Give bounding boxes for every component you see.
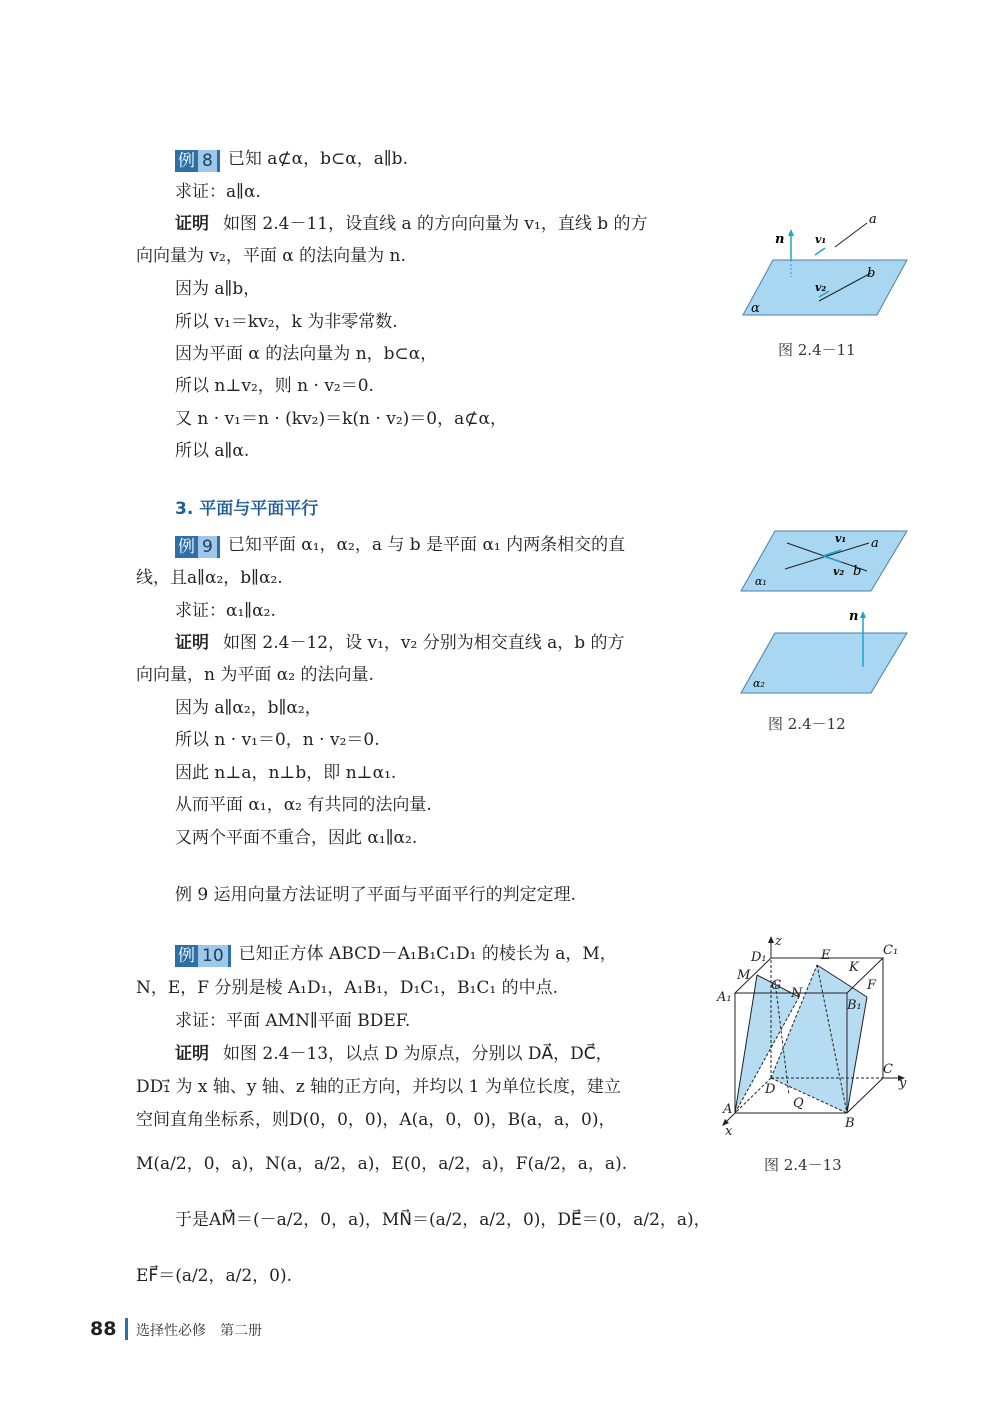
fig12-v2-label: v₂: [833, 565, 845, 578]
ex8-statement: 例 8 已知 a⊄α，b⊂α，a∥b.: [175, 147, 408, 172]
fig12-n-label: n: [849, 609, 859, 624]
ex9-proof-line-2: 向向量，n 为平面 α₂ 的法向量.: [136, 665, 374, 685]
fig13-Q-label: Q: [793, 1096, 804, 1111]
fig13-B1-label: B₁: [847, 998, 862, 1013]
fig11-v1-label: v₁: [815, 233, 827, 246]
ex8-proof-line-5: 因为平面 α 的法向量为 n，b⊂α，: [175, 344, 438, 364]
ex9-proof-line-1: 证明 如图 2.4－12，设 v₁，v₂ 分别为相交直线 a，b 的方: [175, 633, 625, 653]
fig12-v1-label: v₁: [835, 532, 847, 545]
ex10-prove: 求证：平面 AMN∥平面 BDEF.: [175, 1011, 411, 1031]
section-title: 3. 平面与平面平行: [175, 499, 319, 519]
fig13-M-label: M: [737, 968, 751, 983]
ex8-proof-line-1: 证明 如图 2.4－11，设直线 a 的方向向量为 v₁，直线 b 的方: [175, 214, 648, 234]
fig12-alpha2-label: α₂: [753, 677, 765, 690]
ex9-proof-line-3: 因为 a∥α₂，b∥α₂，: [175, 698, 322, 718]
book-title: 选择性必修 第二册: [136, 1323, 262, 1339]
figure-2-4-13: [715, 935, 910, 1140]
example-tag: 例 8: [175, 150, 220, 172]
ex10-proof-line-6: EF⃗＝(a/2，a/2，0).: [136, 1266, 293, 1286]
fig11-v2-label: v₂: [815, 281, 827, 294]
fig13-F-label: F: [867, 978, 877, 993]
fig13-C1-label: C₁: [883, 943, 899, 958]
fig13-C-label: C: [883, 1062, 893, 1077]
ex8-proof-line-7: 又 n · v₁＝n · (kv₂)＝k(n · v₂)＝0，a⊄α，: [175, 409, 507, 429]
ex10-proof-line-4: M(a/2，0，a)，N(a，a/2，a)，E(0，a/2，a)，F(a/2，a，a).: [136, 1154, 628, 1174]
fig11-n-label: n: [775, 232, 785, 247]
fig13-E-label: E: [821, 948, 831, 963]
fig13-A1-label: A₁: [717, 990, 732, 1005]
fig13-D1-label: D₁: [751, 950, 767, 965]
footer-divider: [125, 1318, 128, 1340]
fig13-G-label: G: [771, 978, 782, 993]
example-tag: 例 9: [175, 536, 220, 558]
fig13-x-label: x: [725, 1124, 733, 1139]
fig13-K-label: K: [849, 960, 859, 975]
ex8-proof-line-6: 所以 n⊥v₂，则 n · v₂＝0.: [175, 376, 374, 396]
fig13-B-label: B: [845, 1116, 855, 1131]
fig11-alpha-label: α: [751, 301, 760, 316]
ex9-proof-line-6: 从而平面 α₁，α₂ 有共同的法向量.: [175, 795, 432, 815]
example-tag: 例 10: [175, 945, 231, 967]
ex9-proof-line-5: 因此 n⊥a，n⊥b，即 n⊥α₁.: [175, 763, 397, 783]
fig13-A-label: A: [723, 1102, 733, 1117]
fig11-b-label: b: [867, 266, 876, 281]
ex10-statement: 例 10 已知正方体 ABCD－A₁B₁C₁D₁ 的棱长为 a，M，: [175, 942, 617, 967]
ex8-proof-line-3: 因为 a∥b，: [175, 279, 261, 299]
ex8-proof-line-4: 所以 v₁＝kv₂，k 为非零常数.: [175, 312, 398, 332]
fig13-y-label: y: [899, 1076, 907, 1091]
fig13-D-label: D: [765, 1082, 776, 1097]
ex9-statement: 例 9 已知平面 α₁，α₂，a 与 b 是平面 α₁ 内两条相交的直: [175, 533, 625, 558]
ex8-prove: 求证：a∥α.: [175, 182, 261, 202]
fig13-N-label: N: [791, 986, 803, 1001]
fig13-caption: 图 2.4－13: [764, 1156, 842, 1174]
ex10-proof-line-2: DD₁⃗ 为 x 轴、y 轴、z 轴的正方向，并均以 1 为单位长度，建立: [136, 1077, 621, 1097]
figure-2-4-12: [735, 525, 915, 700]
fig12-caption: 图 2.4－12: [768, 715, 846, 733]
fig12-b-label: b: [853, 564, 862, 579]
ex10-proof-line-5: 于是AM⃗＝(－a/2，0，a)，MN⃗＝(a/2，a/2，0)，DE⃗＝(0，a/2，a)，: [175, 1210, 711, 1230]
fig13-z-label: z: [775, 935, 782, 949]
ex9-remark: 例 9 运用向量方法证明了平面与平面平行的判定定理.: [175, 885, 577, 905]
fig11-caption: 图 2.4－11: [778, 341, 856, 359]
ex9-statement-line-2: 线，且a∥α₂，b∥α₂.: [136, 568, 283, 588]
ex10-proof-line-3: 空间直角坐标系，则D(0，0，0)，A(a，0，0)，B(a，a，0)，: [136, 1110, 616, 1130]
figure-2-4-11: [735, 205, 915, 325]
ex10-proof-line-1: 证明 如图 2.4－13，以点 D 为原点，分别以 DA⃗，DC⃗，: [175, 1044, 613, 1064]
ex8-proof-line-8: 所以 a∥α.: [175, 441, 250, 461]
ex10-statement-line-2: N，E，F 分别是棱 A₁D₁，A₁B₁，D₁C₁，B₁C₁ 的中点.: [136, 978, 559, 998]
ex9-proof-line-4: 所以 n · v₁＝0，n · v₂＝0.: [175, 730, 380, 750]
fig11-a-label: a: [869, 212, 877, 227]
fig12-a-label: a: [871, 536, 879, 551]
ex9-proof-line-7: 又两个平面不重合，因此 α₁∥α₂.: [175, 828, 418, 848]
ex9-prove: 求证：α₁∥α₂.: [175, 601, 276, 621]
fig12-alpha1-label: α₁: [755, 575, 767, 588]
page-number: 88: [90, 1318, 117, 1340]
ex8-proof-line-2: 向向量为 v₂，平面 α 的法向量为 n.: [136, 246, 406, 266]
